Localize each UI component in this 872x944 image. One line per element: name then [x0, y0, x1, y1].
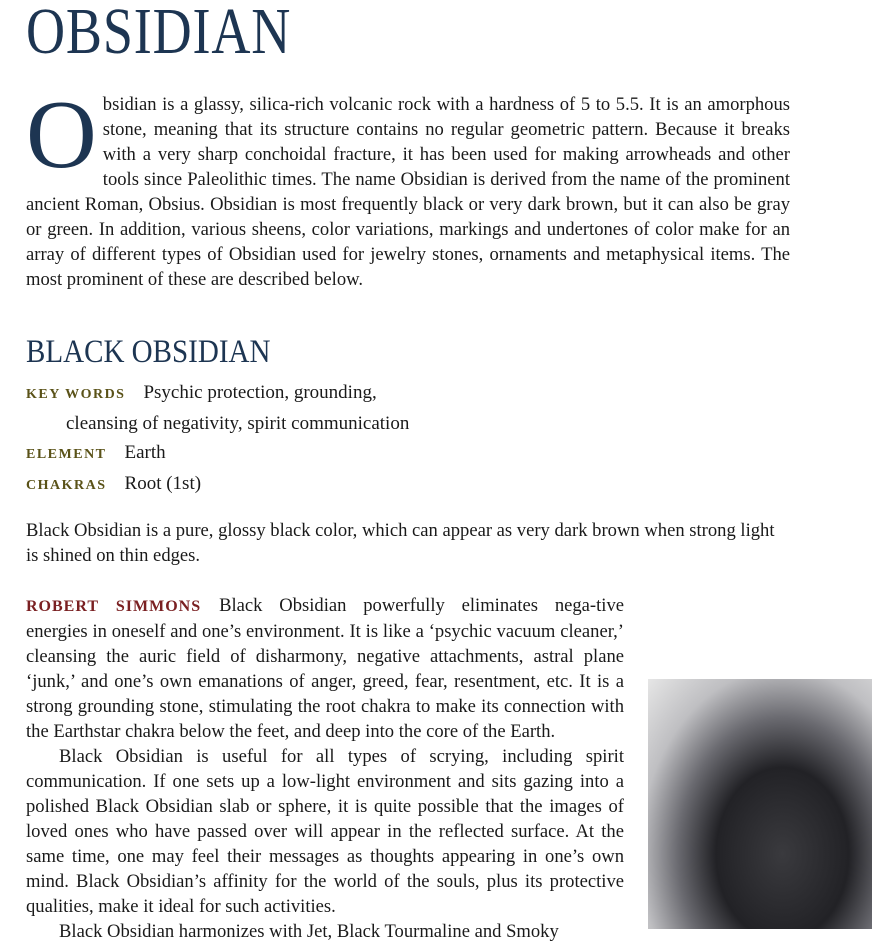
intro-text: bsidian is a glassy, silica-rich volcanic rock with a hardness of 5 to 5.5. It is an amorphous stone, meaning that its structure contains no regular geometric pattern. Because it breaks with a very sharp conchoidal fracture, it has been used for making arrowheads and other tools since Paleolithic times. The name Obsidian is derived from the name of the prominent ancient Roman, Obsius. Obsidian is most frequently black or very dark brown, but it can also be gray or green. In addition, various sheens, color variations, markings and undertones of color make for an array of different types of Obsidian used for jewelry stones, ornaments and metaphysical items. The most prominent of these are described below. — [26, 94, 790, 290]
description: Black Obsidian is a pure, glossy black color, which can appear as very dark brown when strong light is shined on thin edges. — [26, 520, 775, 566]
properties — [26, 380, 409, 502]
paragraph-1: Black Obsidian powerfully eliminates nega-tive energies in oneself and one’s environment. It is like a ‘psychic vacuum cleaner,’ cleansing the auric field of disharmony, negative attachments, astral plane ‘junk,’ and one’s own emanations of anger, greed, fear, resentment, etc. It is a strong grounding stone, stimulating the root chakra to make its connection with the Earthstar chakra below the feet, and deep into the core of the Earth. — [26, 595, 624, 742]
intro-paragraph — [26, 81, 790, 292]
keywords-value: Psychic protection, grounding, — [143, 382, 377, 403]
chakras-value: Root (1st) — [124, 473, 202, 494]
section-heading: BLACK OBSIDIAN — [26, 334, 271, 370]
chakras-label: CHAKRAS — [26, 478, 107, 493]
author-label: ROBERT SIMMONS — [26, 598, 202, 615]
element-label: ELEMENT — [26, 447, 107, 462]
simmons-text — [26, 593, 790, 944]
keywords-label: KEY WORDS — [26, 387, 126, 402]
paragraph-3: Black Obsidian harmonizes with Jet, Black Tourmaline and Smoky — [59, 921, 559, 942]
obsidian-photo — [648, 679, 872, 929]
keywords-value-cont: cleansing of negativity, spirit communication — [66, 413, 410, 434]
drop-cap: O — [26, 81, 97, 189]
element-value: Earth — [124, 442, 166, 463]
paragraph-2: Black Obsidian is useful for all types of scrying, including spirit communication. If one sets up a low-light environment and sits gazing into a polished Black Obsidian slab or sphere, it is quite possible that the images of loved ones who have passed over will appear in the reflected surface. At the same time, one may feel their messages as thoughts appearing in one’s own mind. Black Obsidian’s affinity for the world of the souls, plus its protective qualities, make it ideal for such activities. — [26, 746, 624, 917]
page-title: OBSIDIAN — [26, 0, 292, 68]
